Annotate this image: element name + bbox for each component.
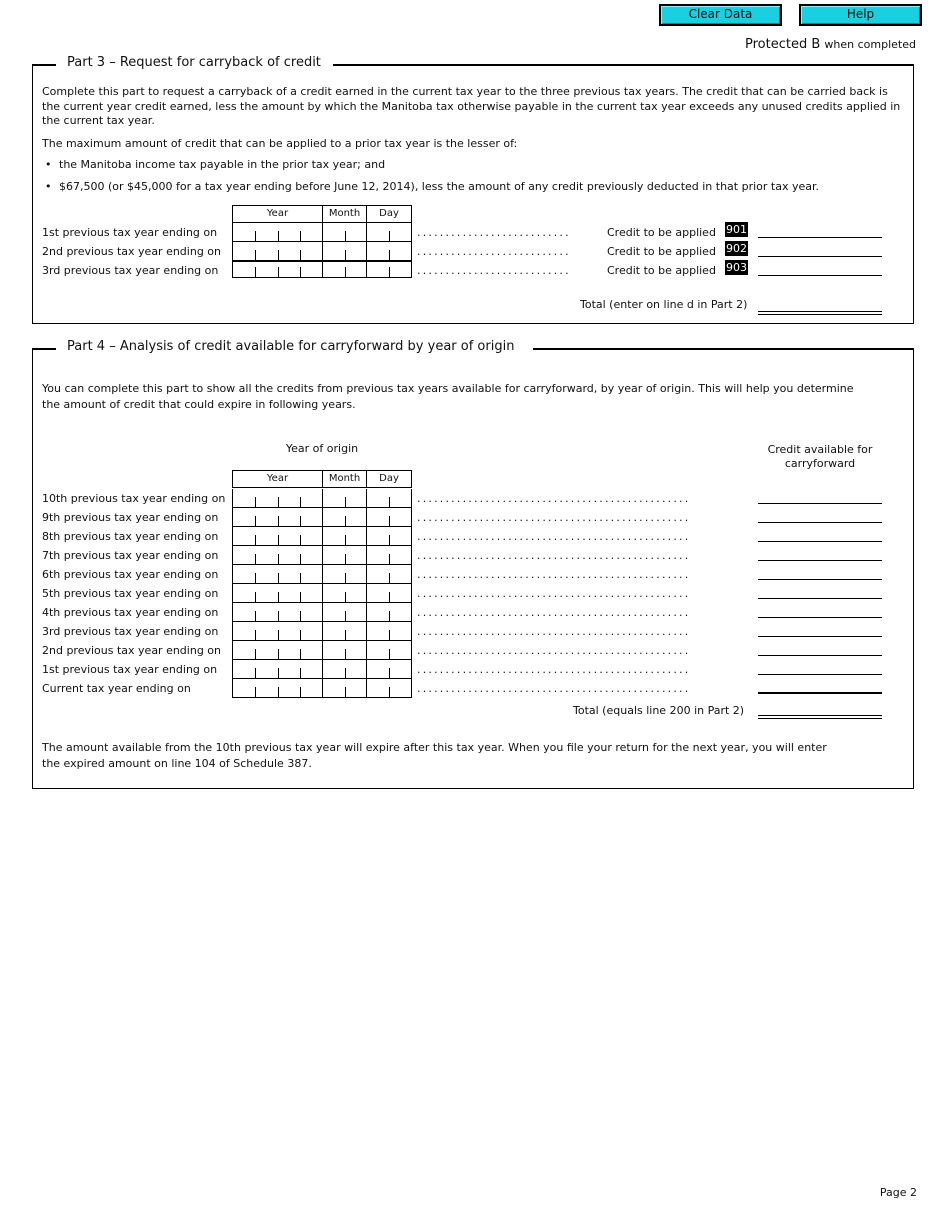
leader-dots: ................................................	[417, 682, 691, 695]
line-code: 903	[726, 261, 747, 274]
total-double-underline	[758, 716, 882, 719]
credit-input-902[interactable]	[758, 243, 882, 257]
bullet-item: • the Manitoba income tax payable in the prior tax year; and	[45, 158, 386, 171]
total-label: Total (equals line 200 in Part 2)	[573, 704, 745, 717]
part3-max-text: The maximum amount of credit that can be applied to a prior tax year is the lesser of:	[42, 137, 518, 150]
row-label: 8th previous tax year ending on	[42, 530, 219, 543]
date-input[interactable]	[232, 641, 412, 660]
row-label: Current tax year ending on	[42, 682, 191, 695]
protected-suffix: when completed	[824, 38, 916, 51]
line-code: 901	[726, 223, 747, 236]
row-label: 9th previous tax year ending on	[42, 511, 219, 524]
credit-available-input[interactable]	[758, 528, 882, 542]
credit-available-input[interactable]	[758, 680, 882, 694]
leader-dots: ................................................	[417, 625, 691, 638]
date-input[interactable]	[232, 527, 412, 546]
leader-dots: ...........................	[417, 264, 571, 277]
part3-section	[32, 55, 914, 324]
date-input[interactable]	[232, 679, 412, 698]
credit-available-input[interactable]	[758, 623, 882, 637]
credit-available-input[interactable]	[758, 509, 882, 523]
part4-intro: You can complete this part to show all the credits from previous tax years available for carryforward, by year of origin. This will help you determine the amount of credit that could expire in following years.	[42, 382, 854, 411]
date-input[interactable]	[232, 546, 412, 565]
credit-label: Credit to be applied	[607, 264, 716, 277]
credit-available-header: Credit available for carryforward	[767, 443, 873, 470]
date-input[interactable]	[232, 223, 412, 242]
help-button[interactable]: Help	[799, 4, 922, 26]
part4-section	[32, 339, 914, 789]
row-label: 7th previous tax year ending on	[42, 549, 219, 562]
day-header: Day	[379, 473, 399, 484]
year-of-origin-label: Year of origin	[285, 442, 359, 455]
row-label: 3rd previous tax year ending on	[42, 625, 219, 638]
protected-label: Protected B	[745, 37, 821, 52]
leader-dots: ................................................	[417, 568, 691, 581]
row-label: 3rd previous tax year ending on	[42, 264, 219, 277]
part3-intro: Complete this part to request a carryback of a credit earned in the current tax year to the three previous tax years. The credit that can be carried back is the current year credit earned, less the amount by which the Manitoba tax otherwise payable in the current tax year exceeds any unused credits applied in the current tax year.	[42, 85, 901, 127]
line-code: 902	[726, 242, 747, 255]
credit-available-input[interactable]	[758, 547, 882, 561]
bullet-item: • $67,500 (or $45,000 for a tax year ending before June 12, 2014), less the amount of any credit previously deducted in that prior tax year.	[45, 180, 820, 193]
date-input[interactable]	[232, 622, 412, 641]
leader-dots: ................................................	[417, 549, 691, 562]
year-header: Year	[233, 206, 323, 222]
date-header	[232, 470, 412, 488]
bullet-text: the Manitoba income tax payable in the prior tax year; and	[59, 158, 386, 171]
leader-dots: ................................................	[417, 511, 691, 524]
row-label: 4th previous tax year ending on	[42, 606, 219, 619]
date-input[interactable]	[232, 603, 412, 622]
total-label: Total (enter on line d in Part 2)	[580, 298, 748, 311]
total-double-underline	[758, 312, 882, 315]
row-label: 1st previous tax year ending on	[42, 663, 218, 676]
leader-dots: ................................................	[417, 530, 691, 543]
date-header	[232, 205, 412, 223]
credit-available-input[interactable]	[758, 604, 882, 618]
month-header: Month	[323, 471, 367, 487]
bullet-text: $67,500 (or $45,000 for a tax year ending before June 12, 2014), less the amount of any credit previously deducted in that prior tax year.	[59, 180, 820, 193]
row-label: 2nd previous tax year ending on	[42, 245, 222, 258]
leader-dots: ................................................	[417, 587, 691, 600]
section-top-line	[333, 64, 913, 66]
total-input[interactable]	[758, 298, 882, 312]
day-header: Day	[379, 208, 399, 219]
date-input[interactable]	[232, 508, 412, 527]
date-input[interactable]	[232, 242, 412, 261]
credit-available-input[interactable]	[758, 566, 882, 580]
month-header: Month	[323, 206, 367, 222]
leader-dots: ................................................	[417, 663, 691, 676]
row-label: 2nd previous tax year ending on	[42, 644, 222, 657]
date-input[interactable]	[232, 260, 412, 278]
row-label: 6th previous tax year ending on	[42, 568, 219, 581]
leader-dots: ................................................	[417, 492, 691, 505]
clear-data-button[interactable]: Clear Data	[659, 4, 782, 26]
credit-available-input[interactable]	[758, 642, 882, 656]
credit-input-903[interactable]	[758, 262, 882, 276]
year-header: Year	[233, 471, 323, 487]
date-input[interactable]	[232, 584, 412, 603]
leader-dots: ................................................	[417, 644, 691, 657]
credit-available-input[interactable]	[758, 490, 882, 504]
leader-dots: ...........................	[417, 226, 571, 239]
date-input[interactable]	[232, 565, 412, 584]
total-input[interactable]	[758, 702, 882, 716]
credit-label: Credit to be applied	[607, 226, 716, 239]
credit-available-input[interactable]	[758, 661, 882, 675]
section-top-line	[533, 348, 913, 350]
page-number: Page 2	[879, 1186, 917, 1199]
date-input[interactable]	[232, 660, 412, 679]
row-label: 10th previous tax year ending on	[42, 492, 226, 505]
credit-label: Credit to be applied	[607, 245, 716, 258]
leader-dots: ................................................	[417, 606, 691, 619]
part4-footer-note: The amount available from the 10th previous tax year will expire after this tax year. When you file your return for the next year, you will enter the expired amount on line 104 of Schedule 387.	[42, 741, 827, 770]
row-label: 5th previous tax year ending on	[42, 587, 219, 600]
part3-title: Part 3 – Request for carryback of credit	[67, 55, 327, 70]
part4-title: Part 4 – Analysis of credit available for carryforward by year of origin	[67, 339, 520, 354]
leader-dots: ...........................	[417, 245, 571, 258]
credit-input-901[interactable]	[758, 224, 882, 238]
credit-available-input[interactable]	[758, 585, 882, 599]
protected-b-notice	[745, 37, 916, 52]
row-label: 1st previous tax year ending on	[42, 226, 218, 239]
date-input[interactable]	[232, 489, 412, 508]
